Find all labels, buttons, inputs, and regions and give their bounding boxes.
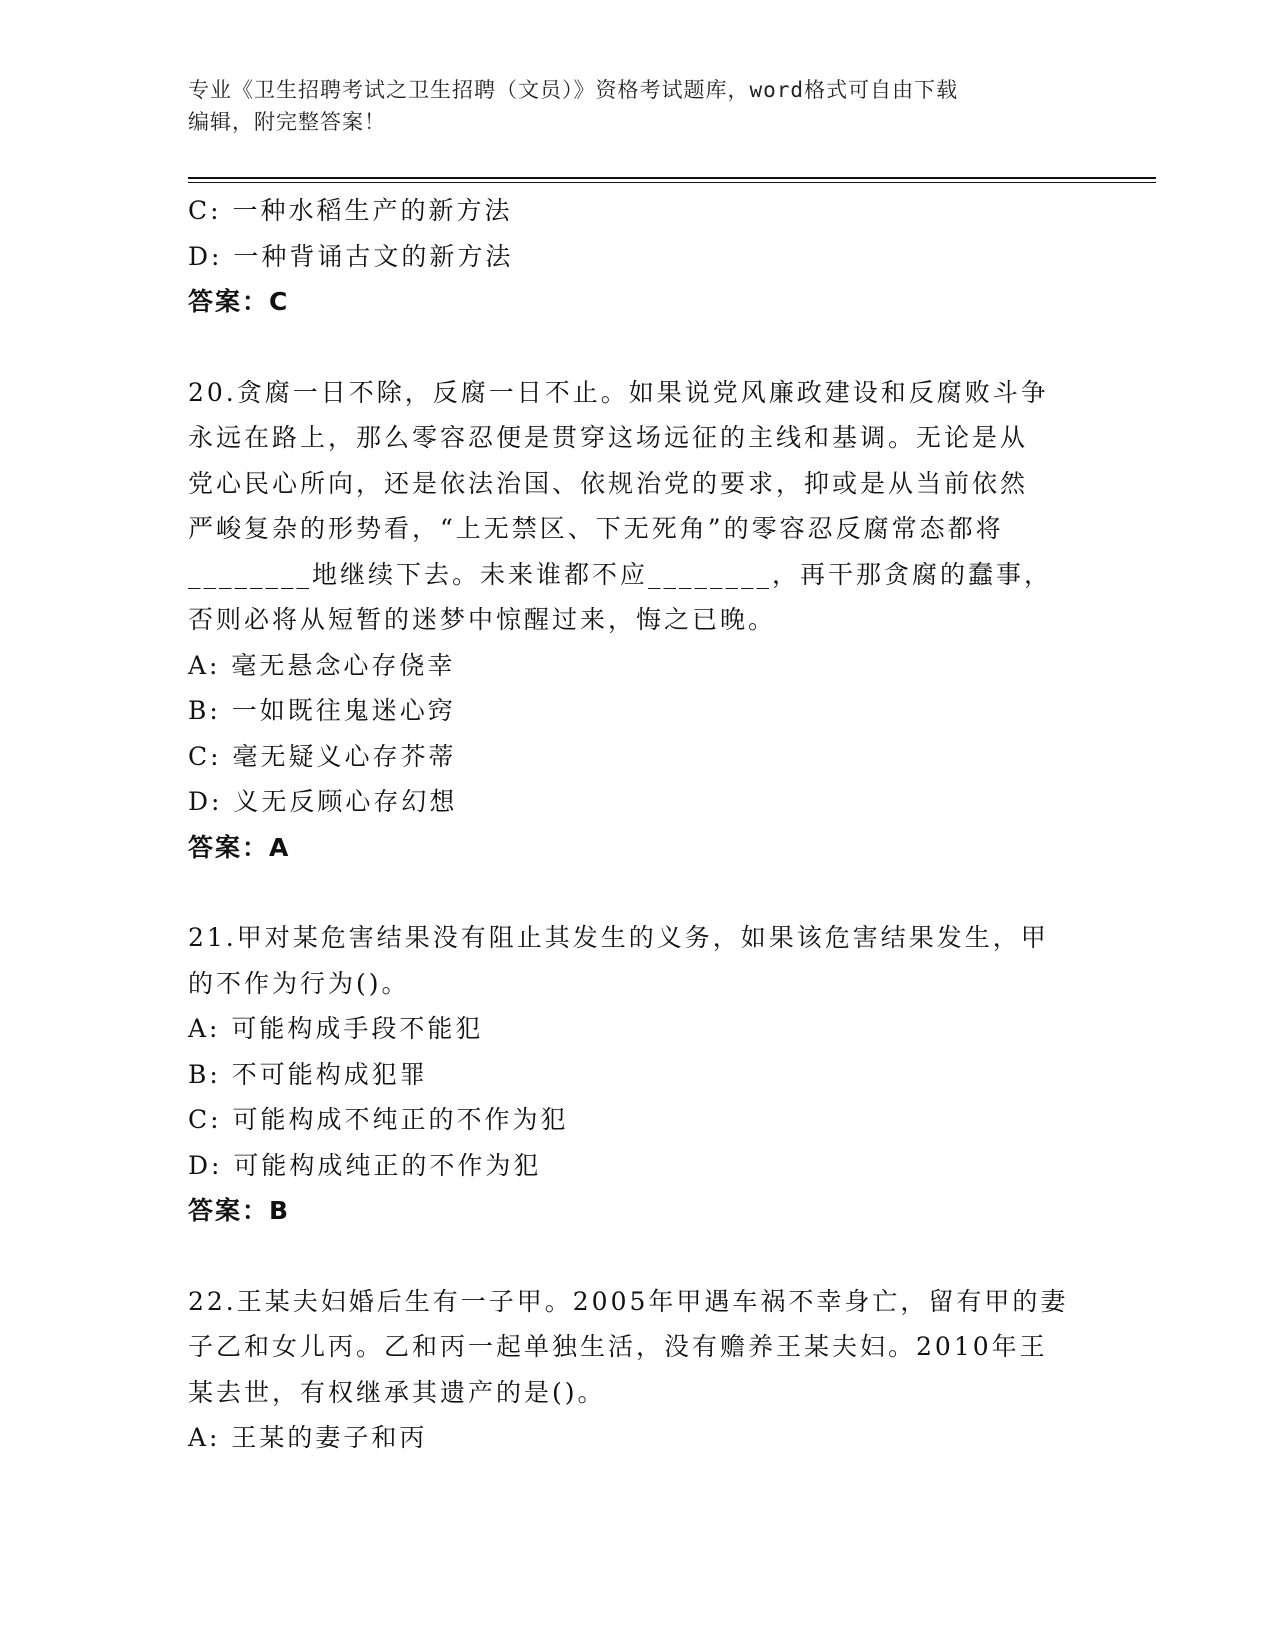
question-21-line: 的不作为行为()。 — [188, 968, 410, 998]
question-20-line: 党心民心所向，还是依法治国、依规治党的要求，抑或是从当前依然 — [188, 468, 1029, 498]
header-divider-thin — [188, 182, 1156, 183]
question-21-answer: 答案：B — [188, 1196, 291, 1225]
header-divider-thick — [188, 177, 1156, 179]
question-21-option-b: B: 不可能构成犯罪 — [188, 1059, 428, 1089]
question-20-option-b: B: 一如既往鬼迷心窍 — [188, 696, 456, 725]
spacer — [188, 325, 1088, 370]
question-21-option-d: D: 可能构成纯正的不作为犯 — [188, 1150, 542, 1180]
question-21-option-a: A: 可能构成手段不能犯 — [188, 1014, 484, 1043]
option-d: D: 一种背诵古文的新方法 — [188, 241, 514, 271]
question-21-line: 21.甲对某危害结果没有阻止其发生的义务，如果该危害结果发生，甲 — [188, 923, 1049, 952]
question-20-option-d: D: 义无反顾心存幻想 — [188, 787, 458, 816]
question-20-answer: 答案：A — [188, 832, 291, 862]
question-21-option-c: C: 可能构成不纯正的不作为犯 — [188, 1105, 569, 1134]
question-content — [188, 188, 1088, 1461]
document-header — [188, 74, 1068, 138]
answer-line: 答案：C — [188, 287, 290, 316]
question-22-line: 某去世，有权继承其遗产的是()。 — [188, 1377, 606, 1407]
question-22-line: 22.王某夫妇婚后生有一子甲。2005年甲遇车祸不幸身亡，留有甲的妻 — [188, 1286, 1069, 1316]
question-22-line: 子乙和女儿丙。乙和丙一起单独生活，没有赡养王某夫妇。2010年王 — [188, 1332, 1048, 1361]
question-20-line: 20.贪腐一日不除，反腐一日不止。如果说党风廉政建设和反腐败斗争 — [188, 377, 1049, 407]
question-20-line: 严峻复杂的形势看，“上无禁区、下无死角”的零容忍反腐常态都将 — [188, 514, 1004, 543]
question-22-option-a: A: 王某的妻子和丙 — [188, 1423, 428, 1452]
spacer — [188, 1234, 1088, 1279]
option-c: C: 一种水稻生产的新方法 — [188, 196, 513, 225]
header-line-2: 编辑，附完整答案！ — [188, 110, 386, 134]
question-20-option-a: A: 毫无悬念心存侥幸 — [188, 650, 456, 680]
question-20-option-c: C: 毫无疑义心存芥蒂 — [188, 741, 457, 771]
question-20-line: ________地继续下去。未来谁都不应________，再干那贪腐的蠢事， — [188, 559, 1053, 589]
question-20-line: 永远在路上，那么零容忍便是贯穿这场远征的主线和基调。无论是从 — [188, 423, 1029, 452]
question-20-line: 否则必将从短暂的迷梦中惊醒过来，悔之已晚。 — [188, 605, 777, 634]
spacer — [188, 870, 1088, 915]
header-line-1: 专业《卫生招聘考试之卫生招聘（文员）》资格考试题库，word格式可自由下载 — [188, 78, 959, 102]
